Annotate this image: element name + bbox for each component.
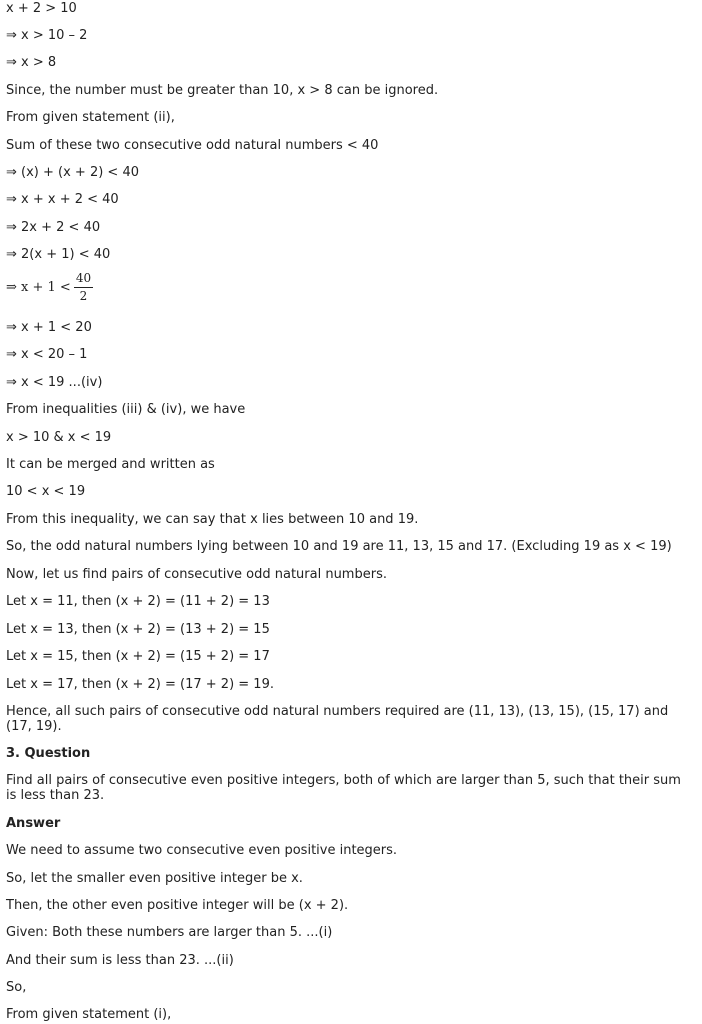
text-line: From given statement (ii), [6, 110, 175, 125]
question-text: Find all pairs of consecutive even positive integers, both of which are larger than 5, such that their sum is less than 23. [6, 773, 681, 803]
math-line: ⇒ x > 8 [6, 55, 57, 70]
fraction-denominator: 2 [79, 289, 88, 303]
text-line: Then, the other even positive integer will be (x + 2). [6, 898, 349, 913]
math-line: ⇒ x > 10 – 2 [6, 28, 88, 43]
text-line: From this inequality, we can say that x lies between 10 and 19. [6, 512, 419, 527]
text-line: From inequalities (iii) & (iv), we have [6, 402, 246, 417]
text-line: Since, the number must be greater than 10, x > 8 can be ignored. [6, 83, 439, 98]
text-line: Sum of these two consecutive odd natural numbers < 40 [6, 138, 379, 153]
math-line: Let x = 15, then (x + 2) = (15 + 2) = 17 [6, 649, 270, 664]
math-line: ⇒ x < 19 ...(iv) [6, 375, 103, 390]
text-line: So, let the smaller even positive integer be x. [6, 871, 303, 886]
math-line: ⇒ (x) + (x + 2) < 40 [6, 165, 139, 180]
math-line: ⇒ x + x + 2 < 40 [6, 192, 119, 207]
math-line: Let x = 13, then (x + 2) = (13 + 2) = 15 [6, 622, 270, 637]
math-line: 10 < x < 19 [6, 484, 86, 499]
text-line: So, the odd natural numbers lying between 10 and 19 are 11, 13, 15 and 17. (Excluding 19 as x < 19) [6, 539, 672, 554]
text-line: We need to assume two consecutive even positive integers. [6, 843, 398, 858]
answer-heading: Answer [6, 816, 61, 831]
math-line: Let x = 17, then (x + 2) = (17 + 2) = 19. [6, 677, 274, 692]
math-line: ⇒ 2x + 2 < 40 [6, 220, 101, 235]
text-line: And their sum is less than 23. ...(ii) [6, 953, 234, 968]
text-line: From given statement (i), [6, 1007, 172, 1022]
math-line: Let x = 11, then (x + 2) = (11 + 2) = 13 [6, 594, 270, 609]
fraction [74, 272, 93, 303]
math-line: x + 2 > 10 [6, 1, 77, 16]
question-heading: 3. Question [6, 746, 91, 761]
fraction-prefix: ⇒ x + 1 < [6, 280, 71, 295]
text-line: So, [6, 980, 27, 995]
math-line: ⇒ 2(x + 1) < 40 [6, 247, 111, 262]
math-line: ⇒ x < 20 – 1 [6, 347, 88, 362]
math-line: x > 10 & x < 19 [6, 430, 112, 445]
math-line: ⇒ x + 1 < 20 [6, 320, 92, 335]
fraction-numerator: 40 [74, 272, 93, 288]
text-line: It can be merged and written as [6, 457, 215, 472]
text-line: Now, let us find pairs of consecutive odd natural numbers. [6, 567, 387, 582]
text-paragraph: Hence, all such pairs of consecutive odd natural numbers required are (11, 13), (13, 15), (15, 17) and (17, 19). [6, 704, 669, 734]
fraction-equation [6, 272, 93, 303]
text-line: Given: Both these numbers are larger than 5. ...(i) [6, 925, 333, 940]
